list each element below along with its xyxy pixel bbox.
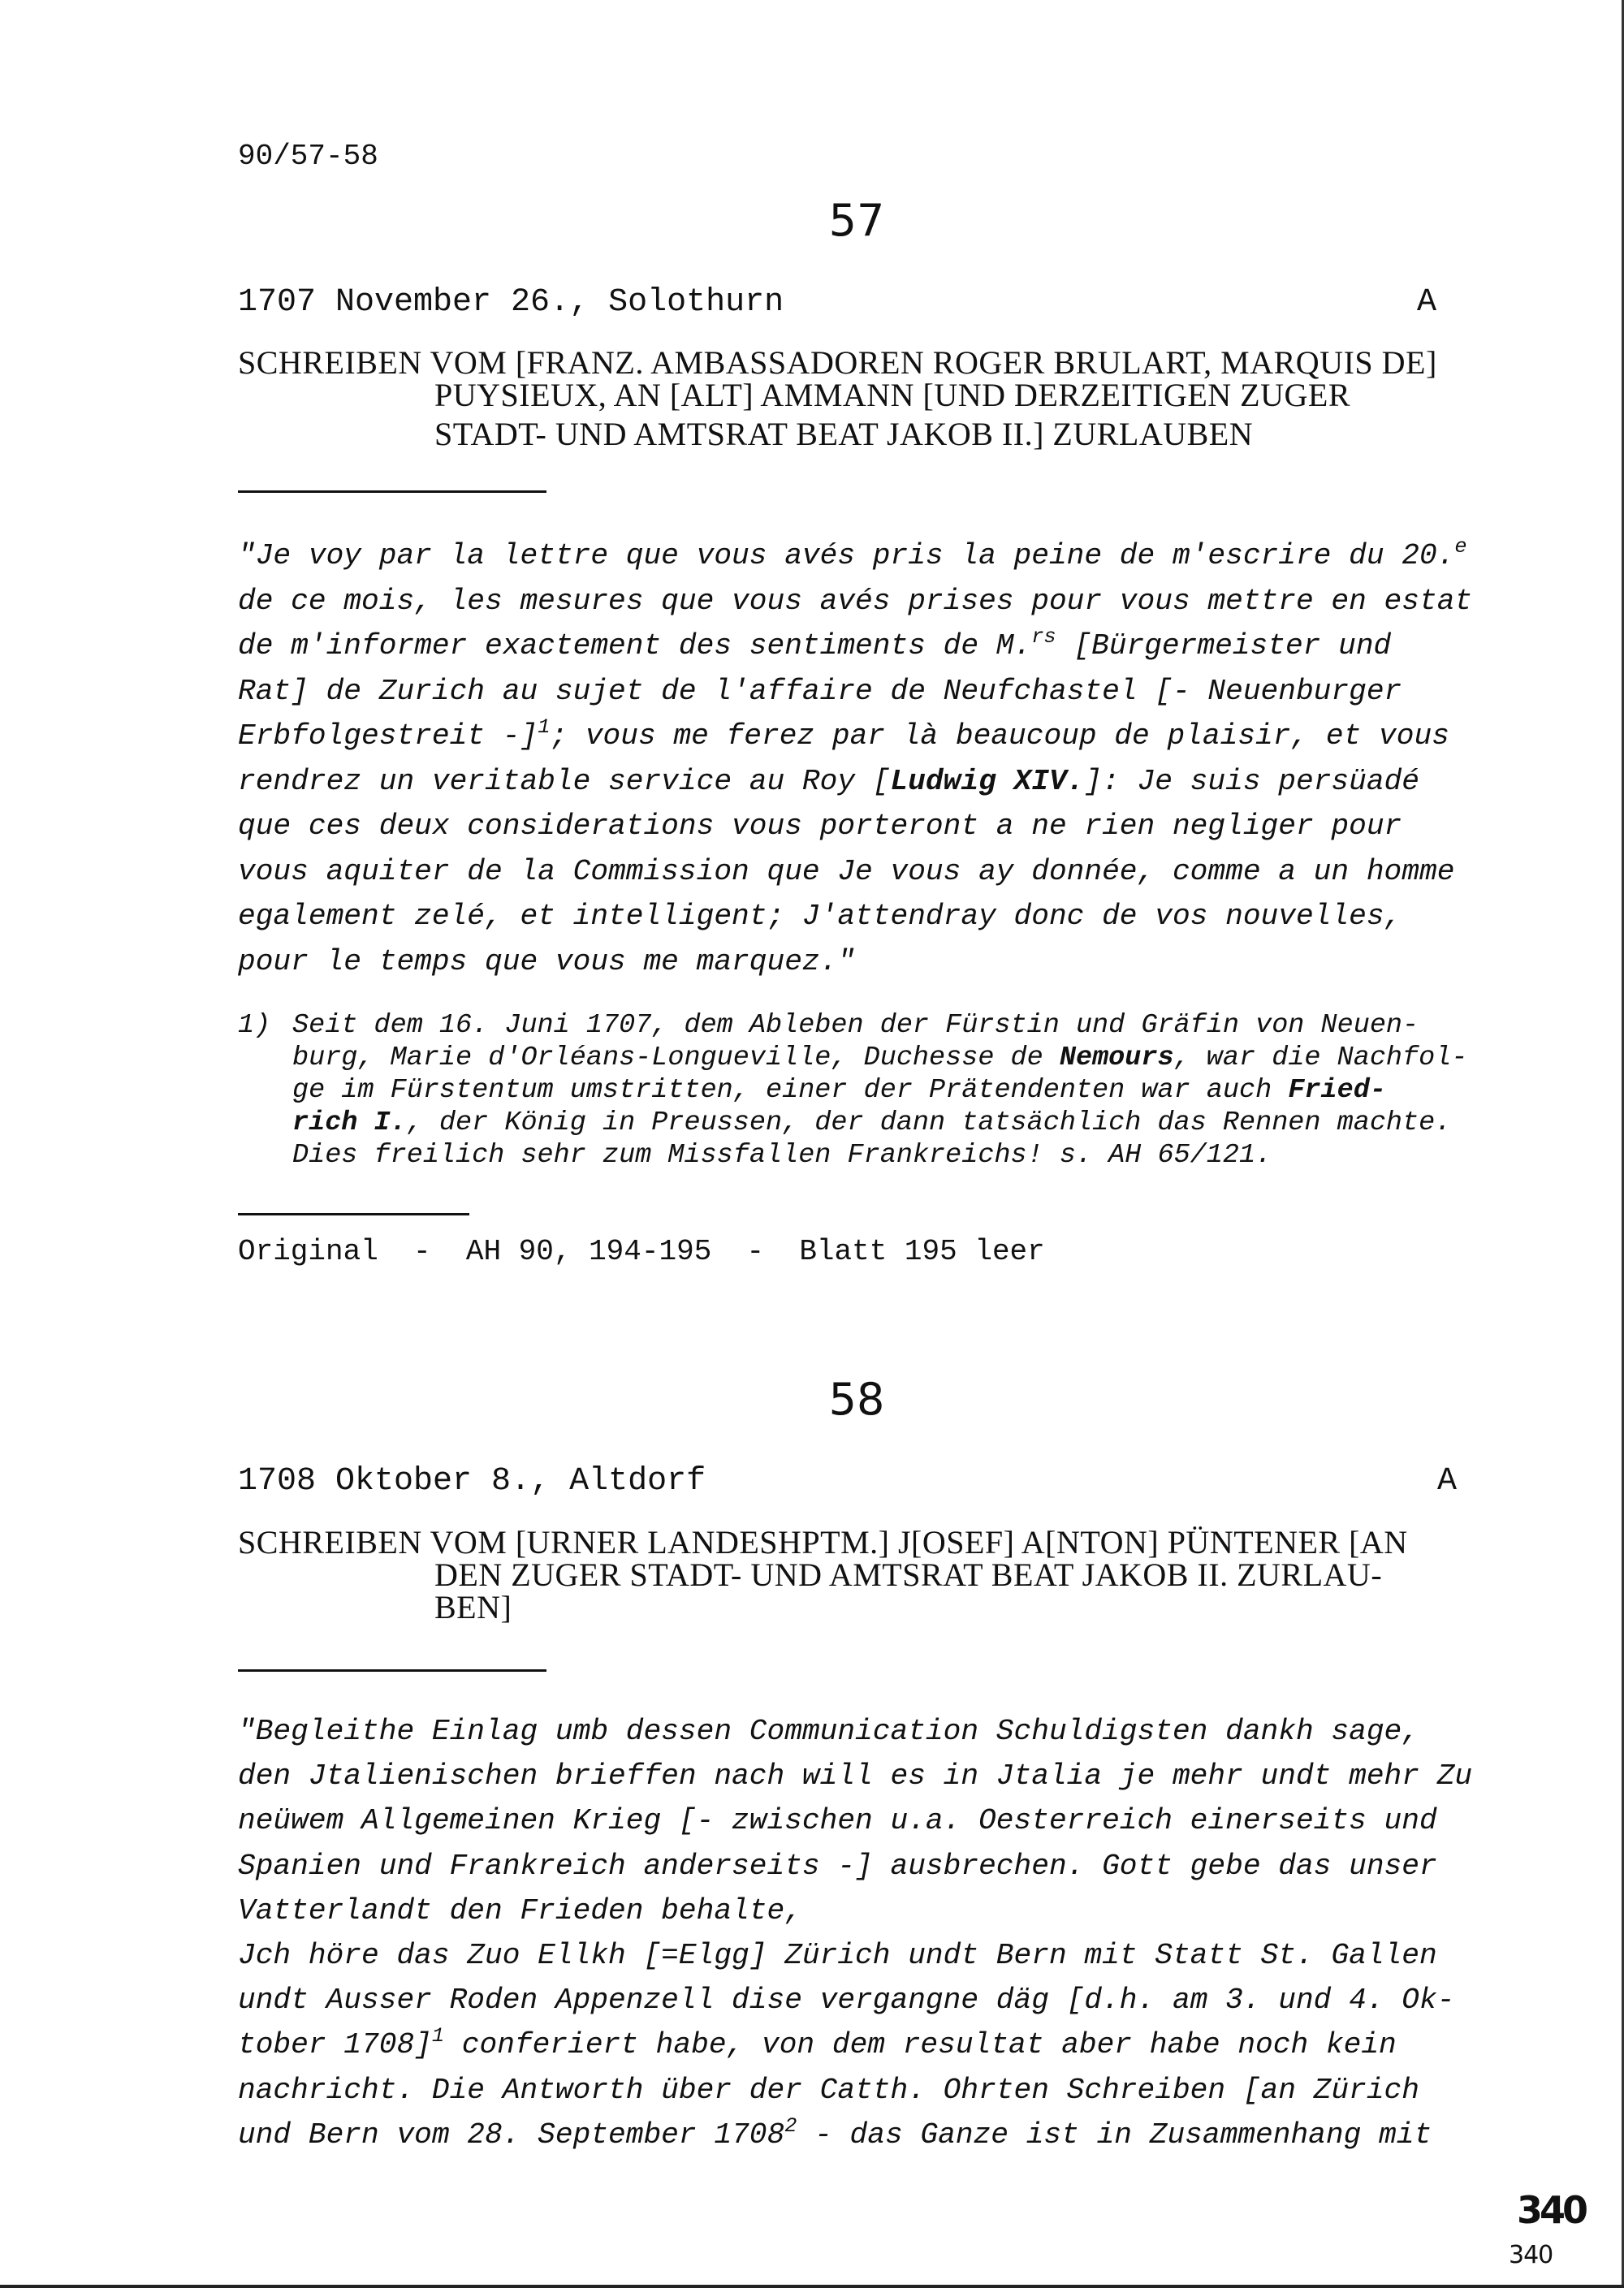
quote-line xyxy=(238,1759,1473,1794)
quote-line xyxy=(238,2024,1397,2062)
heading-line: SCHREIBEN VOM [FRANZ. AMBASSADOREN ROGER BRULART, MARQUIS DE] xyxy=(238,344,1437,381)
quote-line xyxy=(238,902,1402,931)
footnote-reference: 2 xyxy=(784,2113,797,2138)
quote-line xyxy=(238,1941,1437,1971)
text-run: rendrez un veritable service au Roy [ xyxy=(238,764,891,798)
quote-line xyxy=(238,674,1402,708)
footnote-line xyxy=(292,1142,1272,1170)
emphasis: rich I. xyxy=(292,1107,407,1138)
divider xyxy=(238,490,546,493)
footnote-reference: 1 xyxy=(431,2024,445,2048)
emphasis: Fried- xyxy=(1288,1075,1386,1106)
text-run: vous aquiter de la Commission que Je vous ay donnée, comme a un homme xyxy=(238,854,1455,888)
quote-line xyxy=(238,2113,1432,2152)
quote-line xyxy=(238,1804,1437,1838)
text-run: [Bürgermeister und xyxy=(1056,629,1392,663)
quote-line xyxy=(238,625,1392,663)
quote-line xyxy=(238,1984,1455,2018)
document-number-57: 57 xyxy=(828,195,885,246)
divider xyxy=(238,1669,546,1672)
footnote-reference: rs xyxy=(1031,625,1056,650)
text-run: conferiert habe, von dem resultat aber habe noch kein xyxy=(444,2028,1397,2062)
text-run: Spanien und Frankreich anderseits -] ausbrechen. Gott gebe das unser xyxy=(238,1849,1437,1883)
text-run: und Bern vom 28. September 1708 xyxy=(238,2117,785,2152)
text-run: egalement zelé, et intelligent; J'attendray donc de vos nouvelles, xyxy=(238,900,1402,933)
quote-line xyxy=(238,535,1467,572)
date-place: 1707 November 26., Solothurn xyxy=(238,284,784,321)
quote-line xyxy=(238,809,1402,843)
original-flag: A xyxy=(1437,1463,1458,1500)
quote-line xyxy=(238,854,1455,888)
quote-line xyxy=(238,584,1473,618)
text-run: - das Ganze ist in Zusammenhang mit xyxy=(797,2117,1432,2152)
source-note: Original - AH 90, 194-195 - Blatt 195 leer xyxy=(238,1235,1045,1268)
text-run: Rat] de Zurich au sujet de l'affaire de Neufchastel [- Neuenburger xyxy=(238,674,1402,708)
text-run: de ce mois, les mesures que vous avés prises pour vous mettre en estat xyxy=(238,584,1473,618)
quote-line xyxy=(238,1849,1437,1883)
date-place: 1708 Oktober 8., Altdorf xyxy=(238,1463,706,1500)
text-run: Vatterlandt den Frieden behalte, xyxy=(238,1893,802,1928)
text-run: de m'informer exactement des sentiments de M. xyxy=(238,629,1032,663)
heading-line: PUYSIEUX, AN [ALT] AMMANN [UND DERZEITIGEN ZUGER xyxy=(434,377,1351,413)
document-number-58: 58 xyxy=(828,1374,885,1425)
heading-line: BEN] xyxy=(434,1589,512,1625)
quote-line xyxy=(238,944,856,978)
heading-line: SCHREIBEN VOM [URNER LANDESHPTM.] J[OSEF] A[NTON] PÜNTENER [AN xyxy=(238,1524,1408,1561)
original-flag: A xyxy=(1417,284,1437,321)
text-run: tober 1708] xyxy=(238,2028,432,2062)
text-run: , der König in Preussen, der dann tatsächlich das Rennen machte. xyxy=(406,1107,1452,1138)
text-run: ; vous me ferez par là beaucoup de plaisir, et vous xyxy=(550,719,1449,753)
archive-reference: 90/57-58 xyxy=(238,140,378,173)
footnote-mark: 1) xyxy=(238,1010,271,1041)
text-run: "Begleithe Einlag umb dessen Communication Schuldigsten dankh sage, xyxy=(238,1715,1419,1748)
text-run: Jch höre das Zuo Ellkh [=Elgg] Zürich undt Bern mit Statt St. Gallen xyxy=(238,1939,1437,1972)
scan-edge xyxy=(0,2285,1624,2288)
footnote-reference: 1 xyxy=(538,715,551,740)
footnote-line xyxy=(292,1077,1386,1105)
footnote-line xyxy=(292,1012,1419,1040)
text-run: , war die Nachfol- xyxy=(1173,1043,1468,1073)
text-run: neüwem Allgemeinen Krieg [- zwischen u.a. Oesterreich einerseits und xyxy=(238,1804,1437,1838)
text-run: "Je voy par la lettre que vous avés pris la peine de m'escrire du 20. xyxy=(238,539,1455,572)
quote-line xyxy=(238,2073,1419,2107)
heading-line: DEN ZUGER STADT- UND AMTSRAT BEAT JAKOB II. ZURLAU- xyxy=(434,1556,1383,1593)
text-run: Erbfolgestreit -] xyxy=(238,719,538,753)
quote-line xyxy=(238,764,1419,798)
emphasis: Nemours xyxy=(1059,1043,1174,1073)
text-run: nachricht. Die Antworth über der Catth. Ohrten Schreiben [an Zürich xyxy=(238,2073,1419,2107)
footnote-reference: e xyxy=(1454,535,1467,559)
footnote-line xyxy=(292,1107,1452,1138)
text-run: ]: Je suis persüadé xyxy=(1084,764,1419,798)
text-run: ge im Fürstentum umstritten, einer der Prätendenten war auch xyxy=(292,1075,1289,1106)
quote-line xyxy=(238,1893,802,1928)
text-run: pour le temps que vous me marquez." xyxy=(238,944,856,978)
text-run: den Jtalienischen brieffen nach will es in Jtalia je mehr undt mehr Zu xyxy=(238,1759,1473,1794)
text-run: Seit dem 16. Juni 1707, dem Ableben der Fürstin und Gräfin von Neuen- xyxy=(292,1010,1419,1041)
handwritten-page-number: 340 xyxy=(1517,2188,1586,2232)
footnote-line xyxy=(292,1045,1467,1073)
text-run: undt Ausser Roden Appenzell dise vergangne däg [d.h. am 3. und 4. Ok- xyxy=(238,1984,1455,2018)
quote-line xyxy=(238,1717,1419,1746)
emphasis: Ludwig XIV. xyxy=(890,764,1085,798)
quote-line xyxy=(238,715,1449,753)
text-run: burg, Marie d'Orléans-Longueville, Duchesse de xyxy=(292,1043,1060,1073)
page-number-stamp: 340 xyxy=(1509,2241,1553,2269)
heading-line: STADT- UND AMTSRAT BEAT JAKOB II.] ZURLAUBEN xyxy=(434,416,1254,452)
text-run: que ces deux considerations vous porteront a ne rien negliger pour xyxy=(238,809,1402,843)
text-run: Dies freilich sehr zum Missfallen Frankreichs! s. AH 65/121. xyxy=(292,1140,1272,1171)
divider xyxy=(238,1213,469,1215)
